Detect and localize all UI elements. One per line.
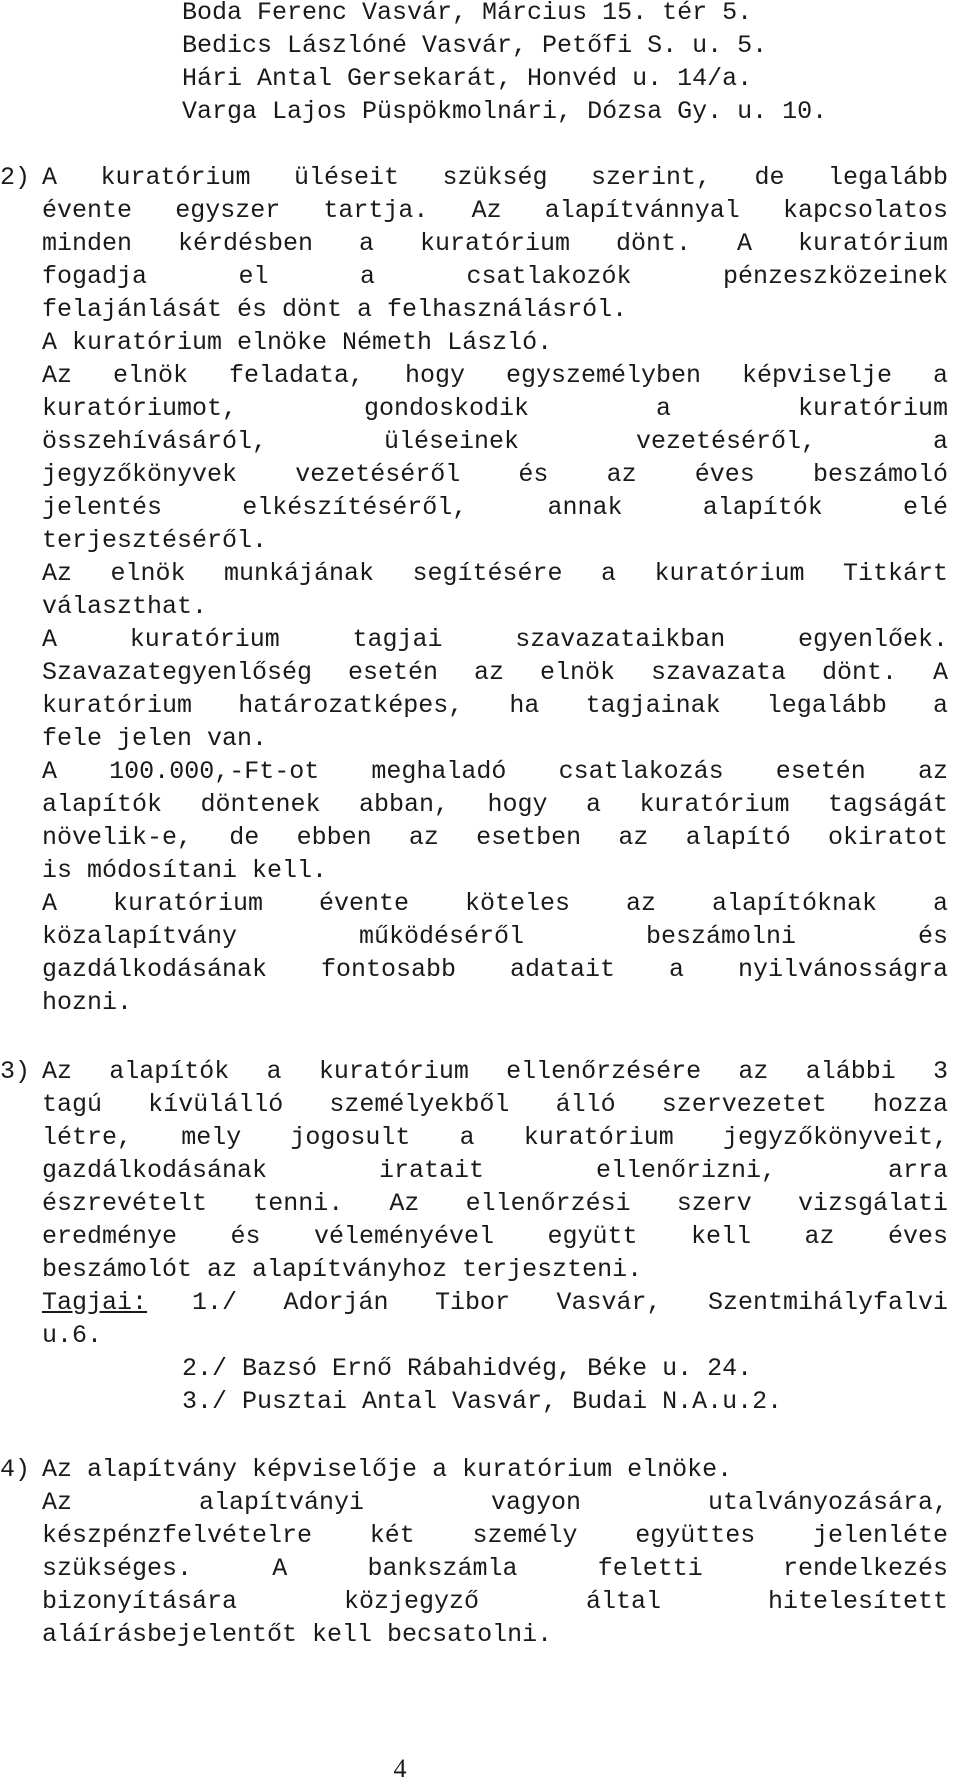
section-3-line: Az alapítók a kuratórium ellenőrzésére az alábbi 3 — [42, 1057, 948, 1086]
section-2-line: Az elnök feladata, hogy egyszemélyben képviselje a — [42, 361, 948, 390]
section-2-line: Szavazategyenlőség esetén az elnök szavazata dönt. A — [42, 658, 948, 687]
section-4-line: aláírásbejelentőt kell becsatolni. — [42, 1620, 553, 1649]
section-2-line: kuratóriumot, gondoskodik a kuratórium — [42, 394, 948, 423]
section-2-line: fogadja el a csatlakozók pénzeszközeinek — [42, 262, 948, 291]
section-2-line: jelentés elkészítéséről, annak alapítók elé — [42, 493, 948, 522]
section-4-line: Az alapítványi vagyon utalványozására, — [42, 1488, 948, 1517]
section-2-line: Az elnök munkájának segítésére a kuratórium Titkárt — [42, 559, 948, 588]
section-2-line: fele jelen van. — [42, 724, 268, 753]
section-3-line: észrevételt tenni. Az ellenőrzési szerv vizsgálati — [42, 1189, 948, 1218]
member-line: Boda Ferenc Vasvár, Március 15. tér 5. — [182, 0, 753, 27]
section-4-line: Az alapítvány képviselője a kuratórium elnöke. — [42, 1455, 733, 1484]
section-2-line: A 100.000,-Ft-ot meghaladó csatlakozás esetén az — [42, 757, 948, 786]
members-label: Tagjai: — [42, 1288, 148, 1317]
section-3-line: gazdálkodásának iratait ellenőrizni, arra — [42, 1156, 948, 1185]
section-2-line: közalapítvány működéséről beszámolni és — [42, 922, 948, 951]
section-2-line: kuratórium határozatképes, ha tagjainak legalább a — [42, 691, 948, 720]
section-2-line: minden kérdésben a kuratórium dönt. A kuratórium — [42, 229, 948, 258]
section-4-line: szükséges. A bankszámla feletti rendelkezés — [42, 1554, 948, 1583]
section-3-line: tagú kívülálló személyekből álló szervezetet hozza — [42, 1090, 948, 1119]
section-2-line: A kuratórium üléseit szükség szerint, de legalább — [42, 163, 948, 192]
member-line: Hári Antal Gersekarát, Honvéd u. 14/a. — [182, 64, 753, 93]
section-3-line: létre, mely jogosult a kuratórium jegyzőkönyveit, — [42, 1123, 948, 1152]
section-2-line: felajánlását és dönt a felhasználásról. — [42, 295, 628, 324]
supervisory-member-3: 3./ Pusztai Antal Vasvár, Budai N.A.u.2. — [182, 1387, 783, 1416]
section-4-line: készpénzfelvételre két személy együttes jelenléte — [42, 1521, 948, 1550]
supervisory-member-2: 2./ Bazsó Ernő Rábahidvég, Béke u. 24. — [182, 1354, 753, 1383]
section-2-line: is módosítani kell. — [42, 856, 328, 885]
supervisory-member-1-cont: u.6. — [42, 1321, 103, 1350]
section-2-line: hozni. — [42, 988, 133, 1017]
section-2-line: növelik-e, de ebben az esetben az alapító okiratot — [42, 823, 948, 852]
section-2-marker: 2) — [0, 163, 31, 192]
section-3-line: beszámolót az alapítványhoz terjeszteni. — [42, 1255, 643, 1284]
section-2-line: A kuratórium évente köteles az alapítóknak a — [42, 889, 948, 918]
section-4-marker: 4) — [0, 1455, 31, 1484]
page-number: 4 — [393, 1754, 407, 1783]
section-2-line: terjesztéséről. — [42, 526, 268, 555]
section-2-line: A kuratórium tagjai szavazataikban egyenlőek. — [42, 625, 948, 654]
section-2-line: gazdálkodásának fontosabb adatait a nyilvánosságra — [42, 955, 948, 984]
section-2-line: alapítók döntenek abban, hogy a kuratórium tagságát — [42, 790, 948, 819]
section-2-line: választhat. — [42, 592, 208, 621]
section-2-line: összehívásáról, üléseinek vezetéséről, a — [42, 427, 948, 456]
section-3-line: eredménye és véleményével együtt kell az éves — [42, 1222, 948, 1251]
section-2-line: évente egyszer tartja. Az alapítvánnyal kapcsolatos — [42, 196, 948, 225]
supervisory-member-1: 1./ Adorján Tibor Vasvár, Szentmihályfalvi — [192, 1288, 948, 1317]
section-3-marker: 3) — [0, 1057, 31, 1086]
section-4-line: bizonyítására közjegyző által hitelesített — [42, 1587, 948, 1616]
member-line: Bedics Lászlóné Vasvár, Petőfi S. u. 5. — [182, 31, 768, 60]
section-2-line: jegyzőkönyvek vezetéséről és az éves beszámoló — [42, 460, 948, 489]
section-2-line: A kuratórium elnöke Németh László. — [42, 328, 553, 357]
member-line: Varga Lajos Püspökmolnári, Dózsa Gy. u. 10. — [182, 97, 828, 126]
